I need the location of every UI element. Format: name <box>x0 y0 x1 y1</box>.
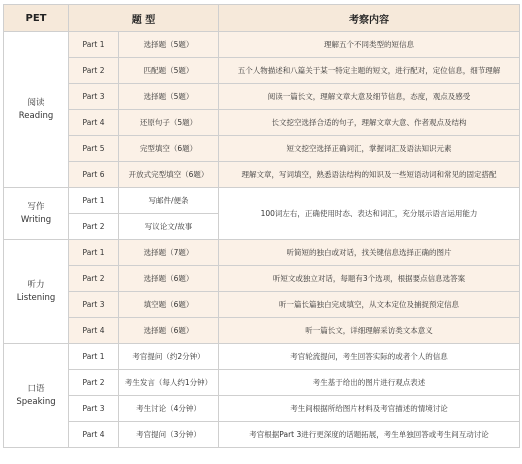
section-label-en: Writing <box>20 214 52 225</box>
description: 听短文或独立对话，每题有3个选项，根据要点信息选答案 <box>219 266 520 292</box>
section-reading <box>4 32 69 188</box>
part-label: Part 1 <box>69 188 119 214</box>
question-type: 考生发言（每人约1分钟） <box>119 370 219 396</box>
section-label-zh: 阅读 <box>27 97 45 108</box>
part-label: Part 3 <box>69 396 119 422</box>
part-label: Part 5 <box>69 136 119 162</box>
section-label-en: Listening <box>16 292 56 303</box>
table-row <box>4 136 520 162</box>
description: 听一篇长文，详细理解采访类文本意义 <box>219 318 520 344</box>
section-label-zh: 听力 <box>27 279 45 290</box>
description: 听一篇长篇独白完成填空，从文本定位及捕捉预定信息 <box>219 292 520 318</box>
part-label: Part 1 <box>69 240 119 266</box>
table-row <box>4 162 520 188</box>
table-row <box>4 292 520 318</box>
description: 理解五个不同类型的短信息 <box>219 32 520 58</box>
question-type: 选择题（5题） <box>119 32 219 58</box>
question-type: 考官提问（约2分钟） <box>119 344 219 370</box>
table-row <box>4 344 520 370</box>
part-label: Part 2 <box>69 266 119 292</box>
question-type: 选择题（6题） <box>119 318 219 344</box>
table-row <box>4 58 520 84</box>
section-label-en: Reading <box>18 110 54 121</box>
description: 考生基于给出的图片进行观点表述 <box>219 370 520 396</box>
table-row <box>4 188 520 214</box>
header-content: 考察内容 <box>219 5 520 32</box>
description: 阅读一篇长文，理解文章大意及细节信息，态度，观点及感受 <box>219 84 520 110</box>
section-label-zh: 口语 <box>27 383 45 394</box>
table-header-row <box>4 5 520 32</box>
table-row <box>4 396 520 422</box>
table-row <box>4 370 520 396</box>
table-row <box>4 318 520 344</box>
description: 理解文章，写词填空，熟悉语法结构的知识及一些短语动词和常见的固定搭配 <box>219 162 520 188</box>
part-label: Part 4 <box>69 318 119 344</box>
description: 100词左右，正确使用时态、表达和词汇，充分展示语言运用能力 <box>219 188 520 240</box>
description: 考官根据Part 3进行更深度的话题拓展，考生单独回答或考生间互动讨论 <box>219 422 520 448</box>
table-row <box>4 266 520 292</box>
question-type: 选择题（6题） <box>119 266 219 292</box>
part-label: Part 2 <box>69 214 119 240</box>
description: 考生间根据所给图片材料及考官描述的情境讨论 <box>219 396 520 422</box>
table-row <box>4 110 520 136</box>
part-label: Part 2 <box>69 370 119 396</box>
question-type: 写议论文/故事 <box>119 214 219 240</box>
description: 听简短的独白或对话，找关键信息选择正确的图片 <box>219 240 520 266</box>
part-label: Part 3 <box>69 292 119 318</box>
pet-exam-table <box>3 4 520 448</box>
table-row <box>4 240 520 266</box>
part-label: Part 1 <box>69 344 119 370</box>
description: 考官轮流提问，考生回答实际的或者个人的信息 <box>219 344 520 370</box>
part-label: Part 3 <box>69 84 119 110</box>
section-writing <box>4 188 69 240</box>
question-type: 选择题（5题） <box>119 84 219 110</box>
question-type: 填空题（6题） <box>119 292 219 318</box>
description: 长文挖空选择合适的句子，理解文章大意、作者观点及结构 <box>219 110 520 136</box>
part-label: Part 4 <box>69 110 119 136</box>
description: 短文挖空选择正确词汇，掌握词汇及语法知识元素 <box>219 136 520 162</box>
description: 五个人物描述和八篇关于某一特定主题的短文，进行配对，定位信息，细节理解 <box>219 58 520 84</box>
question-type: 考官提问（3分钟） <box>119 422 219 448</box>
section-speaking <box>4 344 69 448</box>
header-question-type: 题 型 <box>69 5 219 32</box>
part-label: Part 6 <box>69 162 119 188</box>
question-type: 选择题（7题） <box>119 240 219 266</box>
table-row <box>4 422 520 448</box>
part-label: Part 4 <box>69 422 119 448</box>
part-label: Part 2 <box>69 58 119 84</box>
section-listening <box>4 240 69 344</box>
question-type: 还原句子（5题） <box>119 110 219 136</box>
question-type: 完型填空（6题） <box>119 136 219 162</box>
table-row <box>4 32 520 58</box>
question-type: 写邮件/便条 <box>119 188 219 214</box>
header-pet: PET <box>4 5 69 32</box>
section-label-zh: 写作 <box>27 201 45 212</box>
question-type: 考生讨论（4分钟） <box>119 396 219 422</box>
question-type: 匹配题（5题） <box>119 58 219 84</box>
question-type: 开放式完型填空（6题） <box>119 162 219 188</box>
table-row <box>4 84 520 110</box>
part-label: Part 1 <box>69 32 119 58</box>
section-label-en: Speaking <box>16 396 56 407</box>
